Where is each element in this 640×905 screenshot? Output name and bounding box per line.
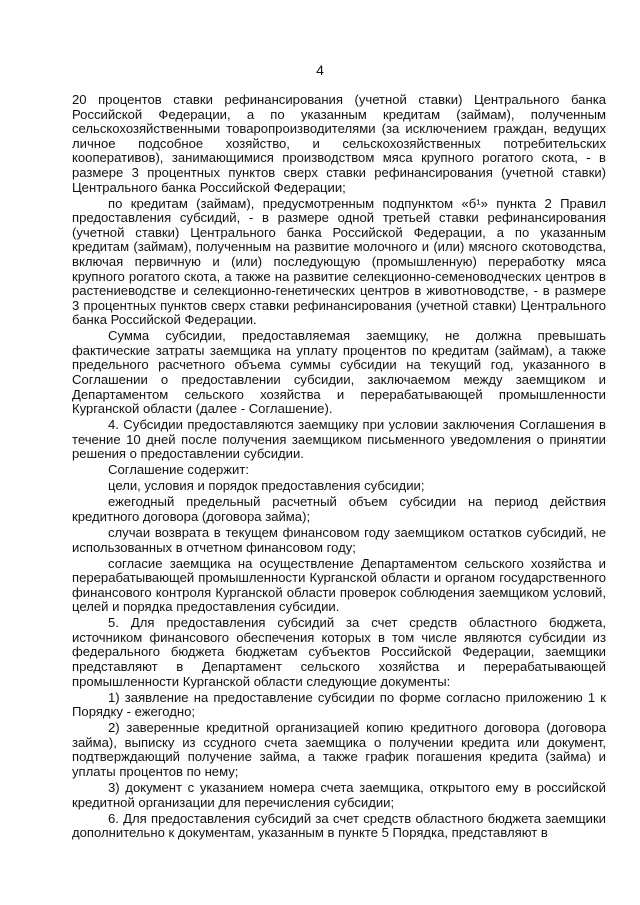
paragraph-p06: цели, условия и порядок предоставления субсидии; xyxy=(108,478,425,494)
paragraph-p11: 1) заявление на предоставление субсидии по форме согласно приложению 1 к Порядку - ежегодно; xyxy=(72,689,606,720)
paragraph-p01: 20 процентов ставки рефинансирования (учетной ставки) Центрального банка Российской Федерации, а по указанным кредитам (займам), полученным сельскохозяйственными товаропроизводителями (за исключением граждан, ведущих личное подсобное хозяйство, и сельскохозяйственных потребительских кооперативов), занимающимися производством мяса крупного рогатого скота, - в размере 3 процентных пунктов сверх ставки рефинансирования (учетной ставки) Центрального банка Российской Федерации; xyxy=(72,92,606,195)
paragraph-p14: 6. Для предоставления субсидий за счет средств областного бюджета заемщики дополнительно к документам, указанным в пункте 5 Порядка, представляют в xyxy=(72,810,606,841)
paragraph-p02: по кредитам (займам), предусмотренным подпунктом «б¹» пункта 2 Правил предоставления субсидий, - в размере одной третьей ставки рефинансирования (учетной ставки) Центрального банка Российской Федерации, а по указанным кредитам (займам), полученным на развитие молочного и (или) мясного скотоводства, включая первичную и (или) последующую (промышленную) переработку мяса крупного рогатого скота, а также на развитие селекционно-семеноводческих центров в растениеводстве и селекционно-генетических центров в животноводстве, - в размере 3 процентных пунктов сверх ставки рефинансирования (учетной ставки) Центрального банка Российской Федерации. xyxy=(72,195,606,328)
paragraph-p04: 4. Субсидии предоставляются заемщику при условии заключения Соглашения в течение 10 дней после получения заемщиком письменного уведомления о принятии решения о предоставлении субсидии. xyxy=(72,417,606,462)
paragraph-p13: 3) документ с указанием номера счета заемщика, открытого ему в российской кредитной организации для перечисления субсидии; xyxy=(72,780,606,810)
document-body xyxy=(72,93,606,841)
paragraph-p08: случаи возврата в текущем финансовом году заемщиком остатков субсидий, не использованных в отчетном финансовом году; xyxy=(72,524,606,555)
paragraph-p03: Сумма субсидии, предоставляемая заемщику, не должна превышать фактические затраты заемщика на уплату процентов по кредитам (займам), а также предельного расчетного объема суммы субсидии на текущий год, указанного в Соглашении о предоставлении субсидии, заключаемом между заемщиком и Департаментом сельского хозяйства и перерабатывающей промышленности Курганской области (далее - Соглашение). xyxy=(72,328,606,417)
paragraph-p12: 2) заверенные кредитной организацией копию кредитного договора (договора займа), выписку из ссудного счета заемщика о получении кредита или документ, подтверждающий получение займа, а также график погашения кредита (займа) и уплаты процентов по нему; xyxy=(72,720,606,780)
paragraph-p09: согласие заемщика на осуществление Департаментом сельского хозяйства и перерабатывающей промышленности Курганской области и органом государственного финансового контроля Курганской области проверок соблюдения заемщиком условий, целей и порядка предоставления субсидии. xyxy=(72,555,606,615)
paragraph-p10: 5. Для предоставления субсидий за счет средств областного бюджета, источником финансового обеспечения которых в том числе являются субсидии из федерального бюджета бюджетам субъектов Российской Федерации, заемщики представляют в Департамент сельского хозяйства и перерабатывающей промышленности Курганской области следующие документы: xyxy=(72,615,606,689)
paragraph-p05: Соглашение содержит: xyxy=(108,462,250,478)
page-number: 4 xyxy=(316,62,324,78)
paragraph-p07: ежегодный предельный расчетный объем субсидии на период действия кредитного договора (договора займа); xyxy=(72,494,606,524)
